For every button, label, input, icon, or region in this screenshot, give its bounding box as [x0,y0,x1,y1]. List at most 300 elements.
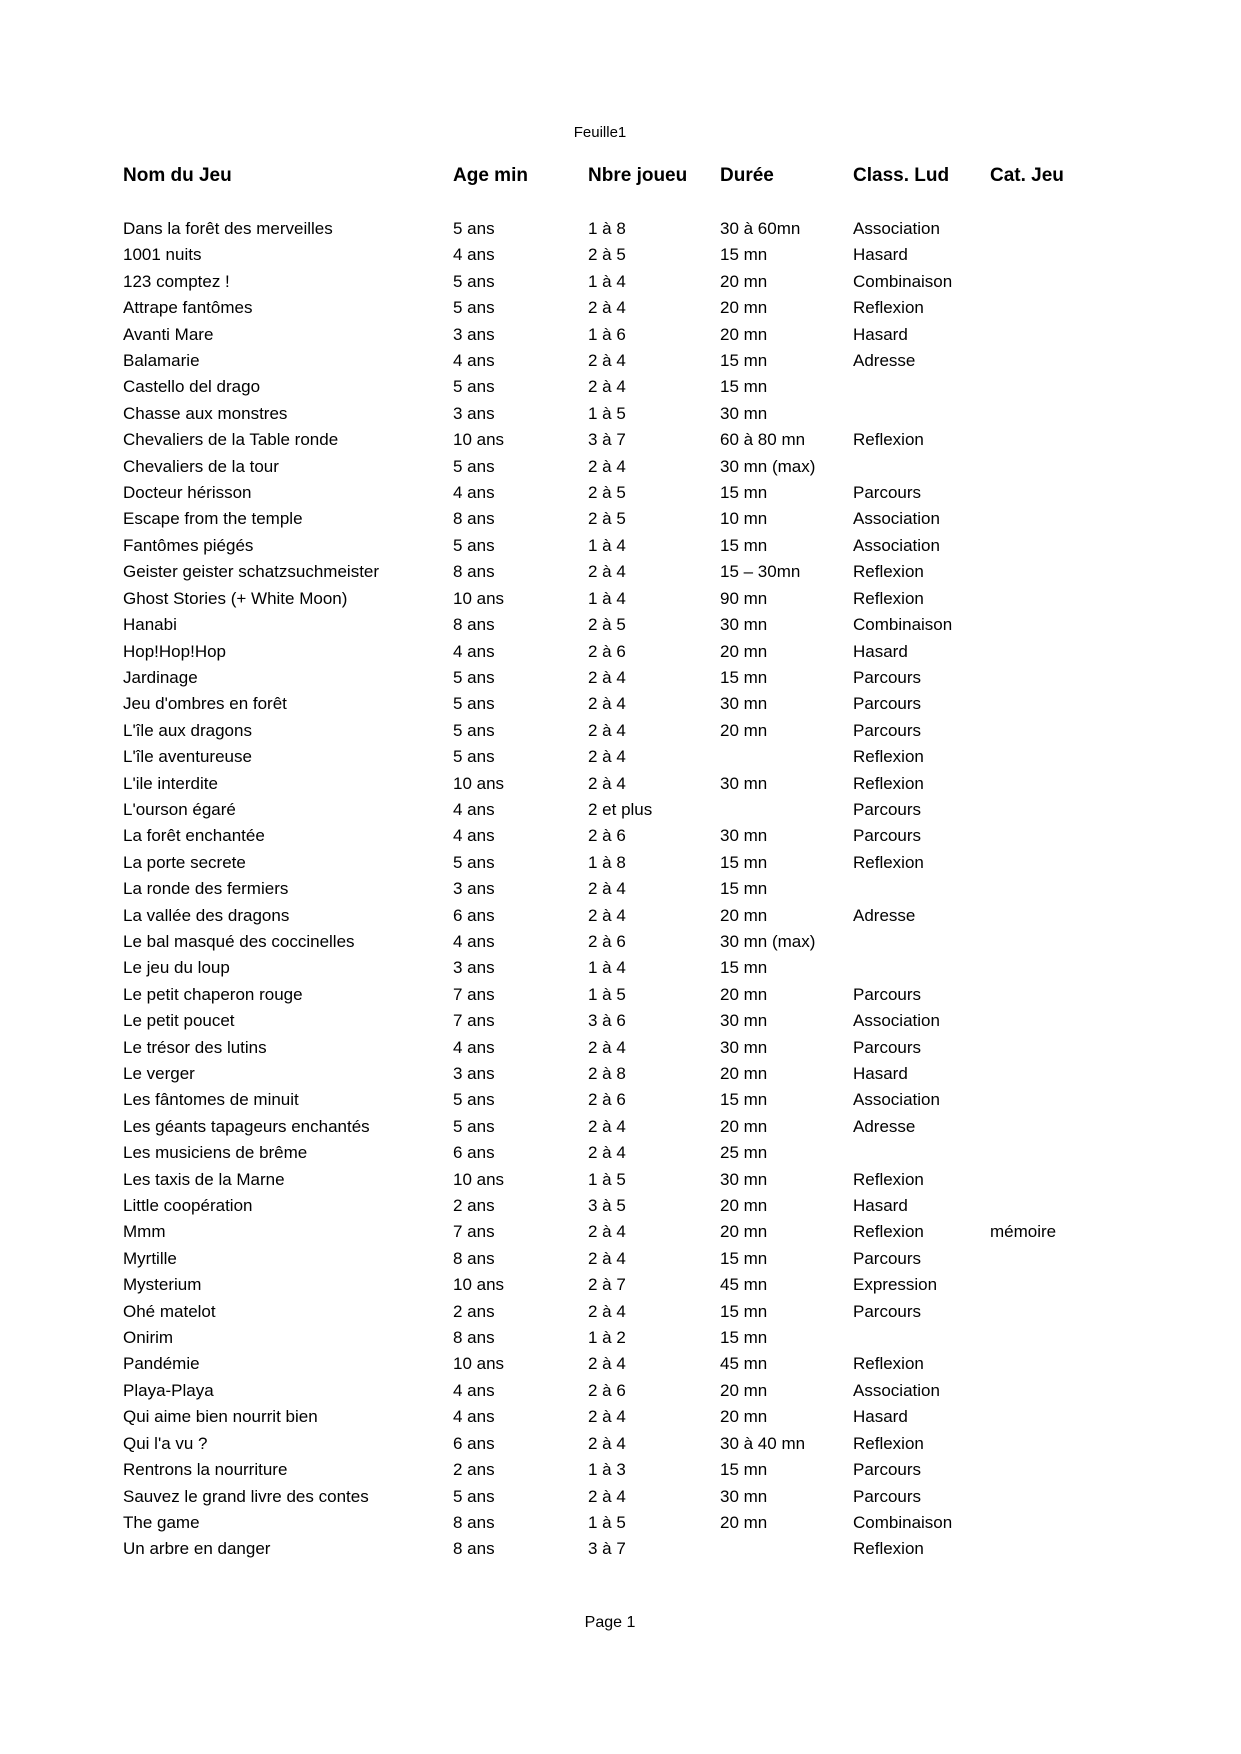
age-min-cell: 4 ans [453,245,495,265]
game-name-cell: Le petit poucet [123,1011,235,1031]
players-cell: 2 à 6 [588,826,626,846]
class-lud-cell: Combinaison [853,1512,953,1532]
table-row [123,1167,1241,1193]
age-min-cell: 5 ans [453,1116,495,1136]
duration-cell: 30 mn [720,1169,768,1189]
duration-cell: 20 mn [720,1196,768,1216]
column-header-duree: Durée [720,165,774,186]
duration-cell: 15 mn [720,245,768,265]
game-name-cell: Castello del drago [123,377,261,397]
age-min-cell: 5 ans [453,219,495,238]
duration-cell: 20 mn [720,271,768,291]
game-name-cell: La forêt enchantée [123,826,265,846]
players-cell: 2 à 4 [588,1433,626,1453]
table-row [123,1378,1241,1404]
game-name-cell: Hanabi [123,615,177,635]
duration-cell: 15 mn [720,351,768,371]
game-name-cell: Le bal masqué des coccinelles [123,931,355,951]
age-min-cell: 4 ans [453,931,495,951]
cat-jeu-cell [990,586,1241,612]
cat-jeu-cell [990,295,1241,321]
cat-jeu-cell [990,1431,1241,1457]
game-name-cell: Qui l'a vu ? [123,1433,208,1453]
cat-jeu-cell [990,1351,1241,1377]
class-lud-cell: Combinaison [853,271,953,291]
table-row [123,1140,1241,1166]
cat-jeu-cell [990,506,1241,532]
players-cell: 1 à 4 [588,535,626,555]
class-lud-cell: Hasard [853,1196,908,1216]
class-lud-cell: Parcours [853,720,922,740]
duration-cell: 30 mn [720,1037,768,1057]
players-cell: 2 à 5 [588,483,626,503]
age-min-cell: 5 ans [453,271,495,291]
class-lud-cell: Reflexion [853,1354,924,1374]
game-name-cell: Les géants tapageurs enchantés [123,1116,370,1136]
cat-jeu-cell [990,559,1241,585]
game-name-cell: L'île aventureuse [123,747,252,767]
players-cell: 1 à 8 [588,219,626,238]
players-cell: 3 à 7 [588,1539,626,1559]
table-row [123,850,1241,876]
table-row [123,480,1241,506]
cat-jeu-cell [990,744,1241,770]
duration-cell: 30 mn [720,694,768,714]
class-lud-cell: Reflexion [853,1222,924,1242]
class-lud-cell: Reflexion [853,1539,924,1559]
class-lud-cell: Adresse [853,1116,916,1136]
cat-jeu-cell [990,850,1241,876]
players-cell: 1 à 6 [588,324,626,344]
players-cell: 2 à 6 [588,641,626,661]
class-lud-cell: Parcours [853,826,922,846]
cat-jeu-cell [990,1114,1241,1140]
class-lud-cell: Reflexion [853,773,924,793]
class-lud-cell: Parcours [853,483,922,503]
table-row [123,401,1241,427]
class-lud-cell [853,1325,990,1351]
duration-cell: 20 mn [720,1407,768,1427]
game-name-cell: Attrape fantômes [123,298,253,318]
class-lud-cell: Combinaison [853,615,953,635]
cat-jeu-cell [990,1061,1241,1087]
class-lud-cell [853,401,990,427]
duration-cell: 30 mn (max) [720,931,816,951]
duration-cell: 15 mn [720,958,768,978]
age-min-cell: 5 ans [453,694,495,714]
players-cell: 2 à 4 [588,351,626,371]
duration-cell: 30 mn [720,615,768,635]
players-cell: 2 à 4 [588,298,626,318]
table-row [123,612,1241,638]
players-cell: 2 à 4 [588,905,626,925]
game-name-cell: Playa-Playa [123,1380,214,1400]
game-name-cell: Le petit chaperon rouge [123,984,303,1004]
players-cell: 2 à 4 [588,747,626,767]
game-name-cell: L'ourson égaré [123,799,236,819]
cat-jeu-cell [990,955,1241,981]
duration-cell: 45 mn [720,1275,768,1295]
players-cell: 2 à 4 [588,1143,626,1163]
game-name-cell: Fantômes piégés [123,535,254,555]
players-cell: 2 à 4 [588,1407,626,1427]
players-cell: 1 à 5 [588,984,626,1004]
duration-cell: 10 mn [720,509,768,529]
age-min-cell: 5 ans [453,1090,495,1110]
age-min-cell: 2 ans [453,1460,495,1480]
table-row [123,797,1241,823]
cat-jeu-cell [990,1404,1241,1430]
cat-jeu-cell [990,1087,1241,1113]
class-lud-cell: Association [853,1380,940,1400]
cat-jeu-cell [990,718,1241,744]
players-cell: 1 à 5 [588,403,626,423]
class-lud-cell [853,955,990,981]
class-lud-cell: Association [853,509,940,529]
table-row [123,559,1241,585]
players-cell: 2 et plus [588,799,653,819]
table-row [123,1431,1241,1457]
duration-cell: 15 – 30mn [720,562,801,582]
table-row [123,929,1241,955]
game-name-cell: Hop!Hop!Hop [123,641,227,661]
table-row [123,639,1241,665]
cat-jeu-cell [990,242,1241,268]
age-min-cell: 5 ans [453,535,495,555]
cat-jeu-cell [990,454,1241,480]
game-name-cell: Le verger [123,1064,195,1083]
game-name-cell: Dans la forêt des merveilles [123,219,333,238]
duration-cell: 20 mn [720,1512,768,1532]
cat-jeu-cell [990,1536,1241,1562]
duration-cell: 30 mn [720,773,768,793]
table-row [123,1457,1241,1483]
table-row [123,348,1241,374]
players-cell: 2 à 4 [588,1248,626,1268]
game-name-cell: Ohé matelot [123,1301,216,1321]
age-min-cell: 10 ans [453,1354,505,1374]
players-cell: 2 à 4 [588,377,626,397]
players-cell: 2 à 5 [588,509,626,529]
players-cell: 3 à 5 [588,1196,626,1216]
cat-jeu-cell [990,1299,1241,1325]
cat-jeu-cell [990,982,1241,1008]
cat-jeu-cell [990,216,1241,242]
cat-jeu-cell [990,1246,1241,1272]
players-cell: 2 à 4 [588,1116,626,1136]
table-row [123,533,1241,559]
table-row [123,1510,1241,1536]
table-row [123,1061,1241,1087]
cat-jeu-cell [990,1008,1241,1034]
table-row [123,771,1241,797]
class-lud-cell: Association [853,1011,940,1031]
table-row [123,1087,1241,1113]
age-min-cell: 8 ans [453,509,495,529]
cat-jeu-cell [990,612,1241,638]
cat-jeu-cell [990,1035,1241,1061]
players-cell: 2 à 4 [588,879,626,899]
players-cell: 2 à 6 [588,1380,626,1400]
game-name-cell: Les taxis de la Marne [123,1169,285,1189]
game-name-cell: Chasse aux monstres [123,403,288,423]
duration-cell: 15 mn [720,1090,768,1110]
game-name-cell: Pandémie [123,1354,200,1374]
class-lud-cell: Adresse [853,351,916,371]
cat-jeu-cell [990,1484,1241,1510]
table-row [123,1351,1241,1377]
game-name-cell: 1001 nuits [123,245,202,265]
duration-cell: 90 mn [720,588,768,608]
game-name-cell: L'ile interdite [123,773,218,793]
age-min-cell: 3 ans [453,879,495,899]
duration-cell: 20 mn [720,1064,768,1083]
cat-jeu-cell [990,1140,1241,1166]
duration-cell: 60 à 80 mn [720,430,806,450]
game-name-cell: Mmm [123,1222,166,1242]
table-row [123,903,1241,929]
class-lud-cell [853,876,990,902]
game-name-cell: Little coopération [123,1196,253,1216]
class-lud-cell: Parcours [853,694,922,714]
cat-jeu-cell [990,401,1241,427]
game-name-cell: La vallée des dragons [123,905,290,925]
players-cell: 2 à 7 [588,1275,626,1295]
class-lud-cell: Reflexion [853,588,924,608]
cat-jeu-cell [990,929,1241,955]
cat-jeu-cell [990,639,1241,665]
table-row [123,1114,1241,1140]
age-min-cell: 5 ans [453,667,495,687]
age-min-cell: 7 ans [453,1011,495,1031]
age-min-cell: 5 ans [453,456,495,476]
age-min-cell: 10 ans [453,1275,505,1295]
sheet-title: Feuille1 [573,124,627,141]
players-cell: 2 à 4 [588,773,626,793]
duration-cell: 30 mn (max) [720,456,816,476]
duration-cell [720,1536,853,1562]
players-cell: 2 à 4 [588,1301,626,1321]
class-lud-cell: Parcours [853,1460,922,1480]
game-name-cell: Sauvez le grand livre des contes [123,1486,369,1506]
games-table [123,216,1241,1563]
class-lud-cell: Reflexion [853,562,924,582]
age-min-cell: 5 ans [453,720,495,740]
cat-jeu-cell [990,1325,1241,1351]
players-cell: 2 à 4 [588,1037,626,1057]
table-row [123,1219,1241,1245]
players-cell: 2 à 4 [588,694,626,714]
class-lud-cell [853,1140,990,1166]
age-min-cell: 4 ans [453,1380,495,1400]
cat-jeu-cell [990,322,1241,348]
cat-jeu-cell [990,1272,1241,1298]
age-min-cell: 8 ans [453,1248,495,1268]
game-name-cell: Qui aime bien nourrit bien [123,1407,318,1427]
table-row [123,1484,1241,1510]
duration-cell [720,797,853,823]
duration-cell: 20 mn [720,720,768,740]
age-min-cell: 5 ans [453,747,495,767]
table-row [123,427,1241,453]
age-min-cell: 5 ans [453,852,495,872]
class-lud-cell: Hasard [853,245,908,265]
table-row [123,691,1241,717]
table-row [123,374,1241,400]
page-footer: Page 1 [584,1614,636,1631]
game-name-cell: Chevaliers de la Table ronde [123,430,339,450]
players-cell: 1 à 2 [588,1328,626,1348]
age-min-cell: 8 ans [453,1328,495,1348]
table-row [123,586,1241,612]
players-cell: 2 à 6 [588,931,626,951]
class-lud-cell: Adresse [853,905,916,925]
class-lud-cell: Reflexion [853,430,924,450]
class-lud-cell: Association [853,1090,940,1110]
game-name-cell: Les fântomes de minuit [123,1090,299,1110]
class-lud-cell: Expression [853,1275,938,1295]
table-row [123,269,1241,295]
age-min-cell: 7 ans [453,1222,495,1242]
age-min-cell: 5 ans [453,377,495,397]
players-cell: 1 à 8 [588,852,626,872]
duration-cell: 30 mn [720,403,768,423]
duration-cell: 20 mn [720,984,768,1004]
class-lud-cell: Reflexion [853,298,924,318]
table-row [123,665,1241,691]
class-lud-cell: Hasard [853,1407,908,1427]
table-row [123,744,1241,770]
cat-jeu-cell [990,480,1241,506]
age-min-cell: 4 ans [453,1407,495,1427]
cat-jeu-cell [990,269,1241,295]
age-min-cell: 2 ans [453,1196,495,1216]
class-lud-cell: Reflexion [853,1433,924,1453]
game-name-cell: Geister geister schatzsuchmeister [123,562,380,582]
age-min-cell: 7 ans [453,984,495,1004]
column-header-nom-du-jeu: Nom du Jeu [123,165,232,186]
duration-cell: 30 mn [720,826,768,846]
players-cell: 1 à 5 [588,1512,626,1532]
game-name-cell: La ronde des fermiers [123,879,289,899]
table-row [123,1404,1241,1430]
duration-cell: 30 mn [720,1011,768,1031]
cat-jeu-cell [990,427,1241,453]
class-lud-cell: Parcours [853,1248,922,1268]
age-min-cell: 10 ans [453,588,505,608]
age-min-cell: 10 ans [453,1169,505,1189]
players-cell: 2 à 4 [588,1222,626,1242]
class-lud-cell: Hasard [853,1064,908,1083]
class-lud-cell [853,454,990,480]
game-name-cell: Chevaliers de la tour [123,456,279,476]
duration-cell: 20 mn [720,1222,768,1242]
class-lud-cell [853,929,990,955]
cat-jeu-cell [990,533,1241,559]
players-cell: 2 à 4 [588,1486,626,1506]
duration-cell: 15 mn [720,377,768,397]
cat-jeu-cell [990,903,1241,929]
class-lud-cell: Hasard [853,324,908,344]
game-name-cell: Les musiciens de brême [123,1143,308,1163]
column-header-class-lud: Class. Lud [853,165,950,186]
class-lud-cell: Reflexion [853,852,924,872]
cat-jeu-cell [990,665,1241,691]
age-min-cell: 6 ans [453,1433,495,1453]
game-name-cell: The game [123,1512,200,1532]
class-lud-cell: Parcours [853,667,922,687]
class-lud-cell: Reflexion [853,747,924,767]
players-cell: 2 à 4 [588,667,626,687]
duration-cell: 20 mn [720,324,768,344]
column-header-nbre-joueurs: Nbre joueu [588,165,688,186]
column-header-age-min: Age min [453,165,528,186]
class-lud-cell: Parcours [853,984,922,1004]
duration-cell: 15 mn [720,1301,768,1321]
cat-jeu-cell [990,1378,1241,1404]
class-lud-cell: Parcours [853,799,922,819]
players-cell: 2 à 5 [588,615,626,635]
table-row [123,1299,1241,1325]
duration-cell: 30 mn [720,1486,768,1506]
table-row [123,1325,1241,1351]
cat-jeu-cell: mémoire [990,1222,1057,1242]
age-min-cell: 4 ans [453,1037,495,1057]
cat-jeu-cell [990,771,1241,797]
duration-cell: 15 mn [720,483,768,503]
players-cell: 2 à 4 [588,562,626,582]
game-name-cell: L'île aux dragons [123,720,252,740]
game-name-cell: Un arbre en danger [123,1539,271,1559]
duration-cell: 15 mn [720,879,768,899]
cat-jeu-cell [990,823,1241,849]
table-row [123,242,1241,268]
game-name-cell: Le trésor des lutins [123,1037,267,1057]
table-row [123,1536,1241,1562]
duration-cell: 15 mn [720,667,768,687]
game-name-cell: 123 comptez ! [123,271,230,291]
column-header-cat-jeu: Cat. Jeu [990,165,1064,186]
age-min-cell: 6 ans [453,1143,495,1163]
cat-jeu-cell [990,691,1241,717]
game-name-cell: Avanti Mare [123,324,214,344]
table-header-row [123,163,1241,189]
duration-cell: 30 à 40 mn [720,1433,806,1453]
players-cell: 3 à 6 [588,1011,626,1031]
players-cell: 2 à 8 [588,1064,626,1083]
class-lud-cell: Parcours [853,1486,922,1506]
age-min-cell: 8 ans [453,615,495,635]
age-min-cell: 4 ans [453,826,495,846]
table-row [123,718,1241,744]
class-lud-cell: Parcours [853,1037,922,1057]
players-cell: 2 à 6 [588,1090,626,1110]
cat-jeu-cell [990,374,1241,400]
table-row [123,1008,1241,1034]
duration-cell: 15 mn [720,852,768,872]
class-lud-cell: Hasard [853,641,908,661]
class-lud-cell: Association [853,219,940,238]
duration-cell: 15 mn [720,1328,768,1348]
cat-jeu-cell [990,1510,1241,1536]
age-min-cell: 8 ans [453,562,495,582]
table-row [123,876,1241,902]
players-cell: 2 à 4 [588,456,626,476]
cat-jeu-cell [990,1167,1241,1193]
cat-jeu-cell [990,1457,1241,1483]
age-min-cell: 3 ans [453,958,495,978]
game-name-cell: Jardinage [123,667,198,687]
